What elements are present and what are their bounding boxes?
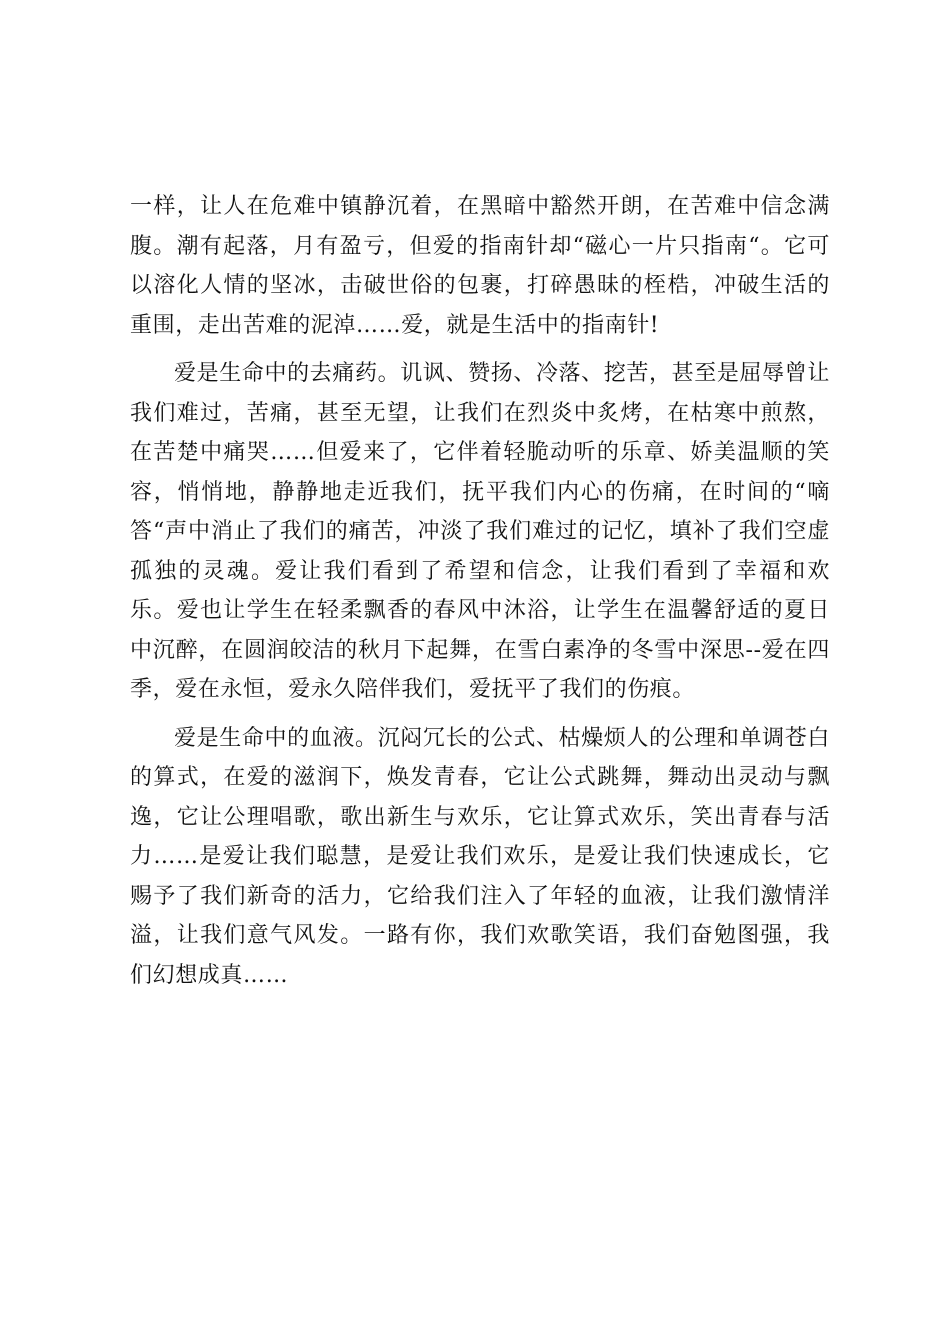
document-body — [130, 187, 830, 1004]
paragraph-3: 爱是生命中的血液。沉闷冗长的公式、枯燥烦人的公理和单调苍白的算式，在爱的滋润下，焕发青春，它让公式跳舞，舞动出灵动与飘逸，它让公理唱歌，歌出新生与欢乐，它让算式欢乐，笑出青春与活力……是爱让我们聪慧，是爱让我们欢乐，是爱让我们快速成长，它赐予了我们新奇的活力，它给我们注入了年轻的血液，让我们激情洋溢，让我们意气风发。一路有你，我们欢歌笑语，我们奋勉图强，我们幻想成真…… — [130, 725, 830, 988]
paragraph-1: 一样，让人在危难中镇静沉着，在黑暗中豁然开朗，在苦难中信念满腹。潮有起落，月有盈亏，但爱的指南针却“磁心一片只指南“。它可以溶化人情的坚冰，击破世俗的包裹，打碎愚昧的桎梏，冲破生活的重围，走出苦难的泥淖……爱，就是生活中的指南针! — [130, 194, 830, 338]
paragraph-2: 爱是生命中的去痛药。讥讽、赞扬、冷落、挖苦，甚至是屈辱曾让我们难过，苦痛，甚至无望，让我们在烈炎中炙烤，在枯寒中煎熬，在苦楚中痛哭……但爱来了，它伴着轻脆动听的乐章、娇美温顺的笑容，悄悄地，静静地走近我们，抚平我们内心的伤痛，在时间的“嘀答“声中消止了我们的痛苦，冲淡了我们难过的记忆，填补了我们空虚孤独的灵魂。爱让我们看到了希望和信念，让我们看到了幸福和欢乐。爱也让学生在轻柔飘香的春风中沐浴，让学生在温馨舒适的夏日中沉醉，在圆润皎洁的秋月下起舞，在雪白素净的冬雪中深思--爱在四季，爱在永恒，爱永久陪伴我们，爱抚平了我们的伤痕。 — [130, 361, 830, 702]
